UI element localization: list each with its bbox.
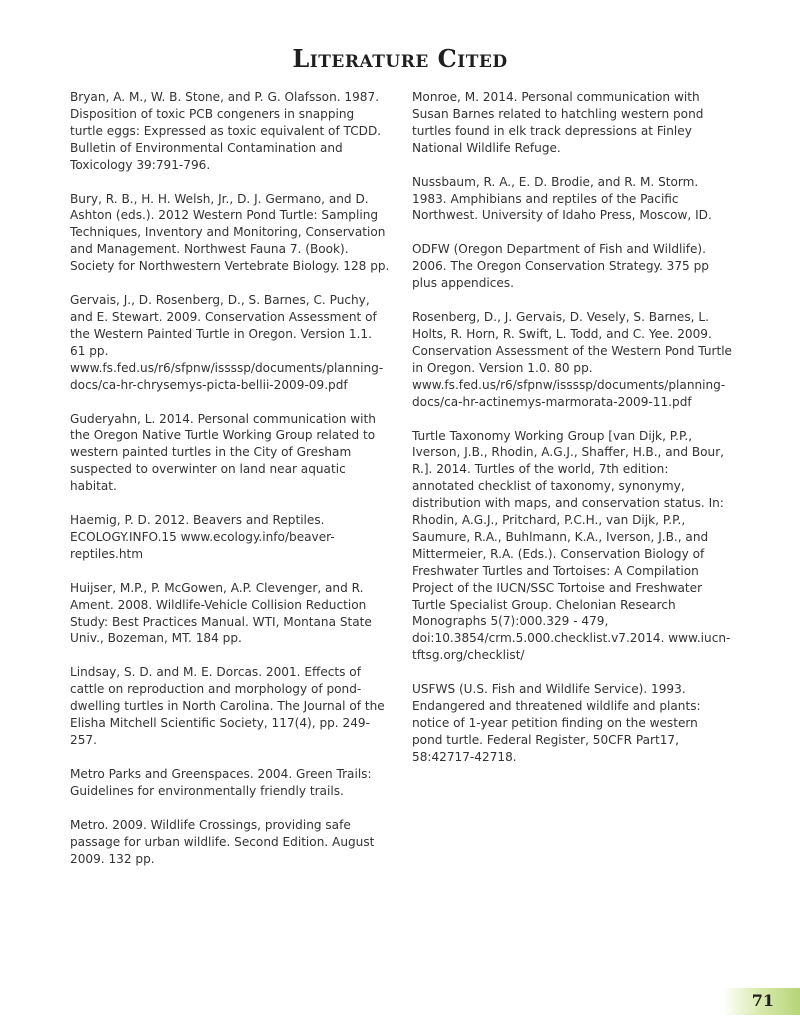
page-number: 71 [751, 991, 774, 1010]
reference-entry: Metro. 2009. Wildlife Crossings, providing safe passage for urban wildlife. Second Edition. August 2009. 132 pp. [70, 817, 375, 866]
reference-entry: Nussbaum, R. A., E. D. Brodie, and R. M. Storm. 1983. Amphibians and reptiles of the Pacific Northwest. University of Idaho Press, Moscow, ID. [412, 174, 712, 223]
reference-entry: Gervais, J., D. Rosenberg, D., S. Barnes, C. Puchy, and E. Stewart. 2009. Conservation Assessment of the Western Painted Turtle in Oregon. Version 1.1. 61 pp. www.fs.fed.us/r6/sfpnw/issssp/documents/planning-docs/ca-hr-chrysemys-picta-bellii-2009-09.pdf [70, 293, 384, 392]
page-number-tab [722, 988, 800, 1015]
reference-entry: Turtle Taxonomy Working Group [van Dijk, P.P., Iverson, J.B., Rhodin, A.G.J., Shaffer, H.B., and Bour, R.]. 2014. Turtles of the world, 7th edition: annotated checklist of taxonomy, synonymy, distribution with maps, and conservation status. In: Rhodin, A.G.J., Pritchard, P.C.H., van Dijk, P.P., Saumure, R.A., Buhlmann, K.A., Iverson, J.B., and Mittermeier, R.A. (Eds.). Conservation Biology of Freshwater Turtles and Tortoises: A Compilation Project of the IUCN/SSC Tortoise and Freshwater Turtle Specialist Group. Chelonian Research Monographs 5(7):000.329 - 479, doi:10.3854/crm.5.000.checklist.v7.2014. www.iucn-tftsg.org/checklist/ [412, 428, 731, 663]
references-left-column [70, 89, 390, 884]
references-right-column [412, 89, 732, 783]
page-title: Literature Cited [292, 44, 508, 73]
reference-entry: Rosenberg, D., J. Gervais, D. Vesely, S. Barnes, L. Holts, R. Horn, R. Swift, L. Todd, and C. Yee. 2009. Conservation Assessment of the Western Pond Turtle in Oregon. Version 1.0. 80 pp. www.fs.fed.us/r6/sfpnw/issssp/documents/planning-docs/ca-hr-actinemys-marmorata-2009-11.pdf [412, 310, 732, 409]
reference-entry: Monroe, M. 2014. Personal communication with Susan Barnes related to hatchling western pond turtles found in elk track depressions at Finley National Wildlife Refuge. [412, 90, 704, 155]
reference-entry: ODFW (Oregon Department of Fish and Wildlife). 2006. The Oregon Conservation Strategy. 375 pp plus appendices. [412, 242, 709, 291]
reference-entry: Metro Parks and Greenspaces. 2004. Green Trails: Guidelines for environmentally friendly trails. [70, 766, 372, 798]
reference-entry: Guderyahn, L. 2014. Personal communication with the Oregon Native Turtle Working Group related to western painted turtles in the City of Gresham suspected to overwinter on land near aquatic habitat. [70, 411, 376, 494]
reference-entry: Lindsay, S. D. and M. E. Dorcas. 2001. Effects of cattle on reproduction and morphology of pond-dwelling turtles in North Carolina. The Journal of the Elisha Mitchell Scientific Society, 117(4), pp. 249-257. [70, 665, 385, 747]
reference-entry: Bryan, A. M., W. B. Stone, and P. G. Olafsson. 1987. Disposition of toxic PCB congeners in snapping turtle eggs: Expressed as toxic equivalent of TCDD. Bulletin of Environmental Contamination and Toxicology 39:791-796. [70, 90, 382, 172]
reference-entry: Bury, R. B., H. H. Welsh, Jr., D. J. Germano, and D. Ashton (eds.). 2012 Western Pond Turtle: Sampling Techniques, Inventory and Monitoring, Conservation and Management. Northwest Fauna 7. (Book). Society for Northwestern Vertebrate Biology. 128 pp. [70, 191, 390, 274]
reference-entry: Huijser, M.P., P. McGowen, A.P. Clevenger, and R. Ament. 2008. Wildlife-Vehicle Collision Reduction Study: Best Practices Manual. WTI, Montana State Univ., Bozeman, MT. 184 pp. [70, 580, 372, 646]
reference-entry: Haemig, P. D. 2012. Beavers and Reptiles. ECOLOGY.INFO.15 www.ecology.info/beaver-reptiles.htm [70, 513, 335, 561]
reference-entry: USFWS (U.S. Fish and Wildlife Service). 1993. Endangered and threatened wildlife and plants: notice of 1-year petition finding on the western pond turtle. Federal Register, 50CFR Part17, 58:42717-42718. [412, 682, 701, 764]
